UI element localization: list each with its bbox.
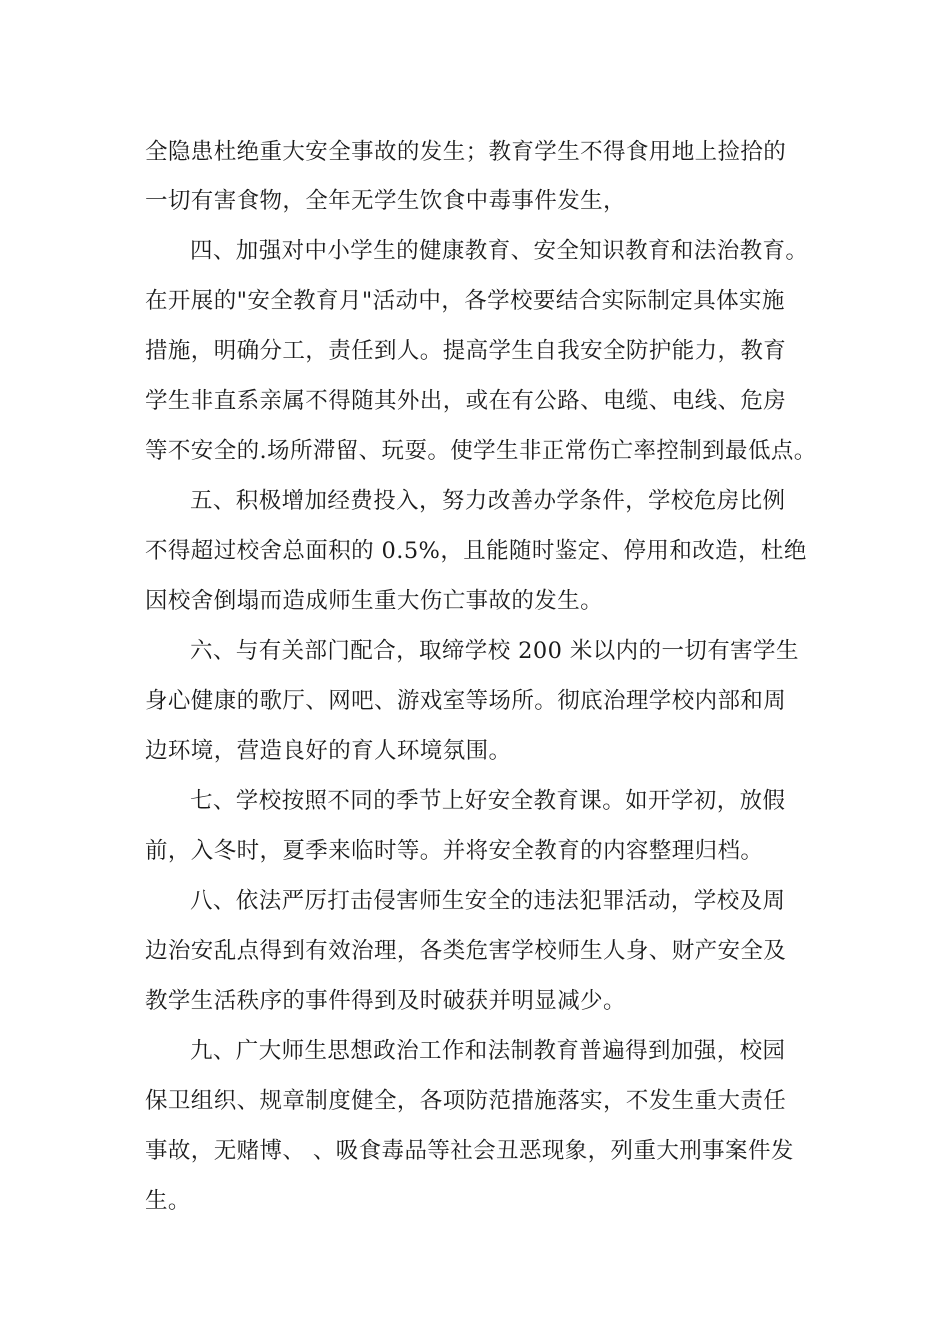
text-line: 措施，明确分工，责任到人。提高学生自我安全防护能力，教育	[145, 338, 787, 364]
text-line: 因校舍倒塌而造成师生重大伤亡事故的发生。	[145, 588, 604, 614]
text-line: 等不安全的.场所滞留、玩耍。使学生非正常伤亡率控制到最低点。	[145, 438, 817, 464]
text-line: 事故，无赌博、 、吸食毒品等社会丑恶现象，列重大刑事案件发	[145, 1138, 794, 1164]
text-line: 保卫组织、规章制度健全，各项防范措施落实，不发生重大责任	[145, 1088, 787, 1114]
text-line: 生。	[145, 1188, 191, 1214]
text-line: 前，入冬时，夏季来临时等。并将安全教育的内容整理归档。	[145, 838, 764, 864]
text-line: 不得超过校舍总面积的 0.5%，且能随时鉴定、停用和改造，杜绝	[145, 538, 807, 564]
text-line: 一切有害食物，全年无学生饮食中毒事件发生，	[145, 188, 626, 214]
text-line: 身心健康的歌厅、网吧、游戏室等场所。彻底治理学校内部和周	[145, 688, 787, 714]
paragraph-start-line: 五、积极增加经费投入，努力改善办学条件，学校危房比例	[190, 488, 786, 514]
paragraph-start-line: 八、依法严厉打击侵害师生安全的违法犯罪活动，学校及周	[190, 888, 786, 914]
paragraph-start-line: 六、与有关部门配合，取缔学校 200 米以内的一切有害学生	[190, 638, 799, 664]
text-line: 学生非直系亲属不得随其外出，或在有公路、电缆、电线、危房	[145, 388, 787, 414]
text-line: 边环境，营造良好的育人环境氛围。	[145, 738, 512, 764]
text-line: 全隐患杜绝重大安全事故的发生；教育学生不得食用地上捡拾的	[145, 139, 787, 165]
paragraph-start-line: 七、学校按照不同的季节上好安全教育课。如开学初，放假	[190, 788, 786, 814]
text-line: 边治安乱点得到有效治理，各类危害学校师生人身、财产安全及	[145, 938, 787, 964]
paragraph-start-line: 九、广大师生思想政治工作和法制教育普遍得到加强，校园	[190, 1038, 786, 1064]
text-line: 在开展的"安全教育月"活动中，各学校要结合实际制定具体实施	[145, 288, 785, 314]
paragraph-start-line: 四、加强对中小学生的健康教育、安全知识教育和法治教育。	[190, 238, 809, 264]
text-line: 教学生活秩序的事件得到及时破获并明显减少。	[145, 988, 626, 1014]
